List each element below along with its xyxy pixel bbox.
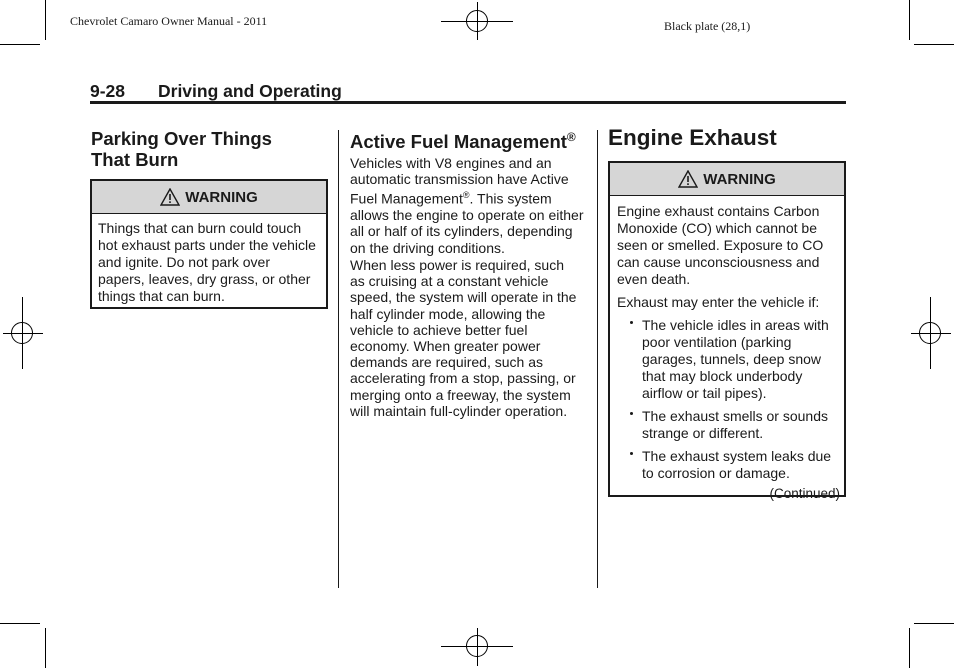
- parking-heading: [91, 128, 272, 170]
- section-rule: [90, 101, 846, 104]
- afm-para1-end: . This system allows the engine to operate on either all or half of its cylinders, depending on the driving conditions.: [350, 191, 584, 256]
- warning-icon: [678, 170, 698, 188]
- exhaust-warning-box: [608, 161, 846, 501]
- warning-icon: [160, 188, 180, 206]
- afm-paragraph-2: When less power is required, such as cruising at a constant vehicle speed, the system will operate in the half cylinder mode, allowing the vehicle to achieve better fuel economy. When greater power demands are required, such as accelerating from a stop, passing, or merging onto a freeway, the system will maintain full-cylinder operation.: [350, 257, 577, 419]
- section-title: Driving and Operating: [158, 81, 342, 101]
- afm-para1-start: Vehicles with V8 engines and an automatic transmission have Active Fuel Management: [350, 155, 569, 208]
- registered-mark: ®: [566, 130, 576, 144]
- section-header: [90, 81, 342, 102]
- registered-mark: ®: [462, 190, 470, 201]
- column-divider-2: [597, 130, 598, 588]
- page-number: 9-28: [90, 81, 126, 101]
- parking-heading-line2: That Burn: [91, 149, 179, 170]
- column-divider-1: [338, 130, 339, 588]
- afm-paragraph-1: [350, 155, 590, 256]
- list-item-text: The vehicle idles in areas with poor ventilation (parking garages, tunnels, deep snow that may block underbody airflow or tail pipes).: [642, 317, 829, 401]
- list-item-text: The exhaust system leaks due to corrosion or damage.: [642, 448, 832, 481]
- exhaust-heading: Engine Exhaust: [608, 125, 777, 150]
- afm-heading-text: Active Fuel Management: [350, 131, 567, 153]
- exhaust-bullet-list: [617, 317, 838, 482]
- exhaust-paragraph-1: Engine exhaust contains Carbon Monoxide (CO) which cannot be seen or smelled. Exposure to CO can cause unconsciousness and even death.: [617, 203, 824, 287]
- parking-heading-line1: Parking Over Things: [91, 128, 272, 149]
- plate-label: Black plate (28,1): [664, 19, 751, 33]
- warning-body: [610, 196, 844, 506]
- list-item: [617, 317, 838, 402]
- continued-label: (Continued): [769, 486, 840, 501]
- warning-label: WARNING: [185, 188, 258, 206]
- bullet-icon: [630, 412, 633, 415]
- bullet-icon: [630, 321, 633, 324]
- list-item-text: The exhaust smells or sounds strange or different.: [642, 408, 828, 441]
- warning-label: WARNING: [703, 170, 776, 188]
- warning-header: [92, 181, 326, 214]
- bullet-icon: [630, 452, 633, 455]
- afm-heading: [350, 127, 576, 152]
- warning-header: [610, 163, 844, 196]
- exhaust-paragraph-2: Exhaust may enter the vehicle if:: [617, 294, 820, 310]
- warning-text: Things that can burn could touch hot exhaust parts under the vehicle and ignite. Do not park over papers, leaves, dry grass, or other things that can burn.: [98, 220, 316, 304]
- parking-warning-box: [90, 179, 328, 309]
- manual-title: Chevrolet Camaro Owner Manual - 2011: [70, 14, 268, 28]
- list-item: [617, 408, 838, 442]
- list-item: [617, 448, 838, 482]
